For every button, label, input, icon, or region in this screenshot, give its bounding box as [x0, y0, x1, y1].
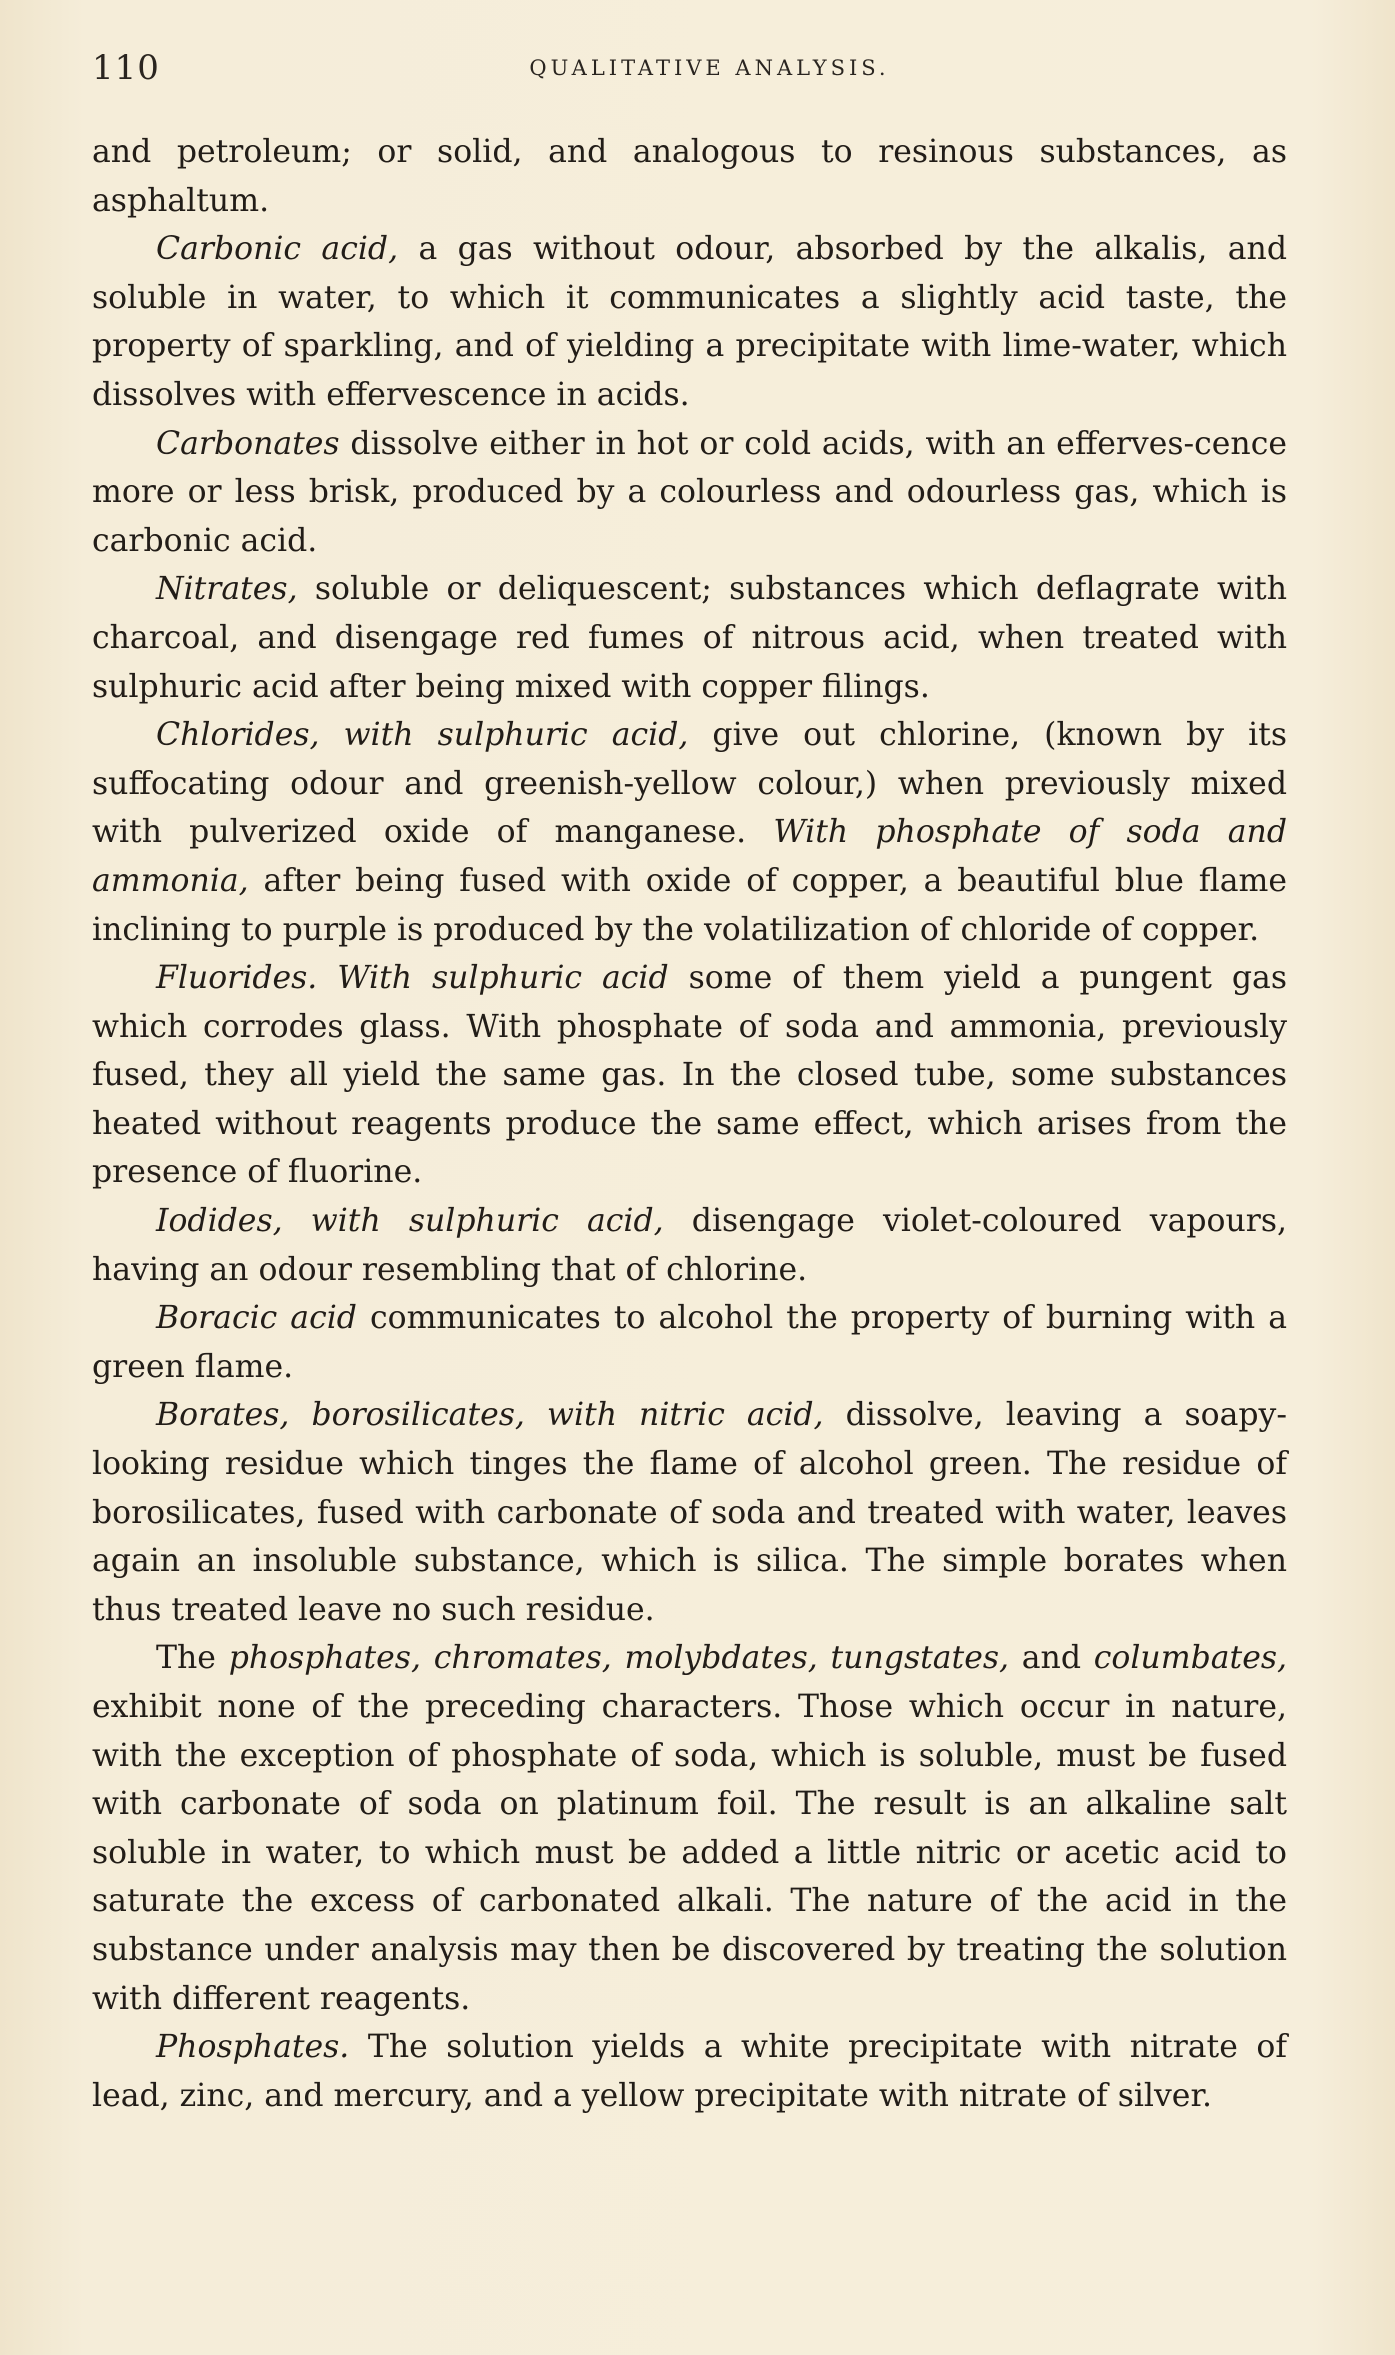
italic-run: columbates,: [1093, 1640, 1288, 1677]
paragraph-carbonic-acid: [92, 225, 1287, 419]
italic-run: Boracic acid: [156, 1300, 357, 1337]
italic-run: Carbonates: [156, 425, 340, 462]
italic-run: Phosphates.: [156, 2029, 350, 2066]
italic-run: Fluorides. With sulphuric acid: [156, 960, 669, 997]
text-run: The solution yields a white precipitate with nitrate of lead, zinc, and mercury, and a yellow precipitate with nitrate of silver.: [92, 2029, 1287, 2114]
paragraph-boracic-acid: [92, 1294, 1287, 1391]
italic-run: Borates, borosilicates, with nitric acid,: [156, 1397, 824, 1434]
body-text: [92, 128, 1287, 2120]
paragraph-carbonates: [92, 420, 1287, 566]
text-run: and: [1009, 1640, 1094, 1677]
text-run: a gas without odour, absorbed by the alkalis, and soluble in water, to which it communicates a slightly acid taste, the property of sparkling, and of yielding a precipitate with lime-water, which dissolves with effervescence in acids.: [92, 231, 1287, 413]
paragraph-phosphates: [92, 2023, 1287, 2120]
text-run: and petroleum; or solid, and analogous to resinous substances, as asphaltum.: [92, 134, 1287, 219]
text-run: soluble or deliquescent; substances which deflagrate with charcoal, and disengage red fumes of nitrous acid, when treated with sulphuric acid after being mixed with copper filings.: [92, 571, 1287, 705]
italic-run: Nitrates,: [156, 571, 298, 608]
text-run: The: [156, 1640, 229, 1677]
paragraph-continuation: [92, 128, 1287, 225]
running-title: QUALITATIVE ANALYSIS.: [529, 56, 890, 80]
text-run: after being fused with oxide of copper, a beautiful blue flame inclining to purple is produced by the volatilization of chloride of copper.: [92, 862, 1287, 948]
paragraph-phosphates-group: [92, 1634, 1287, 2023]
italic-run: Chlorides, with sulphuric acid,: [156, 717, 689, 754]
text-run: exhibit none of the preceding characters. Those which occur in nature, with the exception of phosphate of soda, which is soluble, must be fused with carbonate of soda on platinum foil. The result is an alkaline salt soluble in water, to which must be added a little nitric or acetic acid to saturate the excess of carbonated alkali. The nature of the acid in the substance under analysis may then be discovered by treating the solution with different reagents.: [92, 1689, 1287, 2017]
paragraph-borates: [92, 1391, 1287, 1634]
italic-run: phosphates, chromates, molybdates, tungstates,: [228, 1640, 1010, 1677]
italic-run: Carbonic acid,: [156, 231, 399, 268]
text-run: some of them yield a pungent gas which corrodes glass. With phosphate of soda and ammonia, previously fused, they all yield the same gas. In the closed tube, some substances heated without reagents produce the same effect, which arises from the presence of fluorine.: [92, 960, 1287, 1191]
italic-run: Iodides, with sulphuric acid,: [156, 1203, 664, 1240]
italic-run: With phosphate of soda and ammonia,: [92, 814, 1287, 899]
text-run: dissolve either in hot or cold acids, with an efferves-cence more or less brisk, produced by a colourless and odourless gas, which is carbonic acid.: [92, 425, 1287, 559]
paragraph-chlorides: [92, 711, 1287, 954]
running-head: [92, 48, 1287, 92]
paragraph-fluorides: [92, 954, 1287, 1197]
text-run: give out chlorine, (known by its suffocating odour and greenish-yellow colour,) when previously mixed with pulverized oxide of manganese.: [92, 717, 1287, 851]
page-number: 110: [92, 48, 160, 88]
text-run: disengage violet-coloured vapours, having an odour resembling that of chlorine.: [92, 1203, 1287, 1288]
paragraph-nitrates: [92, 565, 1287, 711]
paragraph-iodides: [92, 1197, 1287, 1294]
text-run: dissolve, leaving a soapy-looking residue which tinges the flame of alcohol green. The residue of borosilicates, fused with carbonate of soda and treated with water, leaves again an insoluble substance, which is silica. The simple borates when thus treated leave no such residue.: [92, 1397, 1287, 1628]
text-run: communicates to alcohol the property of burning with a green flame.: [92, 1300, 1287, 1385]
